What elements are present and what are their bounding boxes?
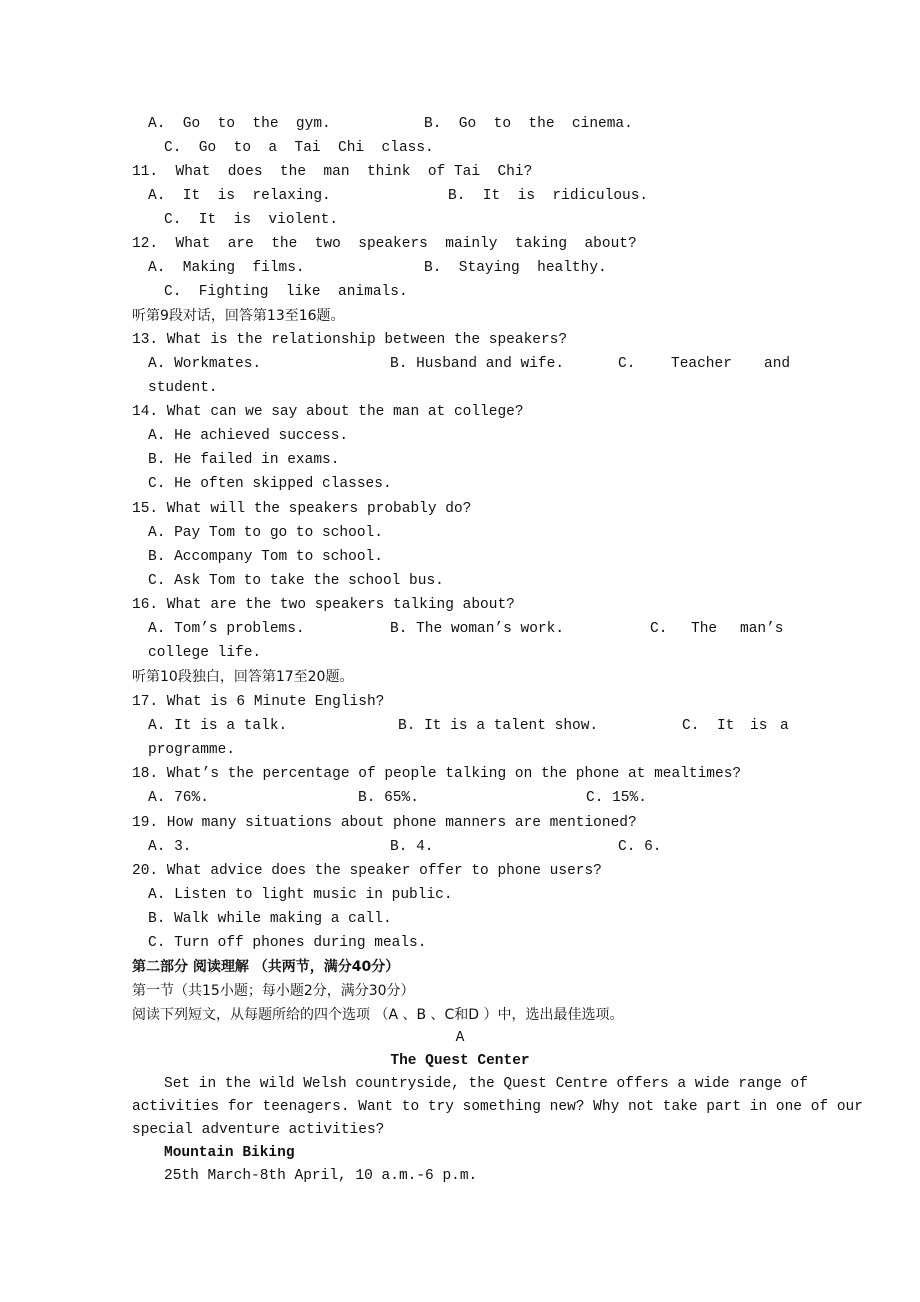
- q11-option-c: C. It is violent.: [164, 212, 339, 228]
- q11-option-b: B. It is ridiculous.: [448, 188, 649, 204]
- passage-para1-line1: Set in the wild Welsh countryside, the Quest Centre offers a wide range of: [164, 1076, 808, 1092]
- q12-option-a: A. Making films.: [148, 260, 305, 276]
- q10-option-c: C. Go to a Tai Chi class.: [164, 140, 434, 156]
- section-9-header: 听第9段对话，回答第13至16题。: [132, 308, 345, 324]
- q20-option-b: B. Walk while making a call.: [148, 911, 392, 927]
- q17-option-a: A. It is a talk.: [148, 718, 288, 734]
- q16-stem: 16. What are the two speakers talking about?: [132, 597, 515, 613]
- q14-option-b: B. He failed in exams.: [148, 452, 340, 468]
- q12-option-b: B. Staying healthy.: [424, 260, 607, 276]
- q15-stem: 15. What will the speakers probably do?: [132, 501, 472, 517]
- q20-option-c: C. Turn off phones during meals.: [148, 935, 427, 951]
- q16-option-b: B. The woman’s work.: [390, 621, 565, 637]
- q13-option-a: A. Workmates.: [148, 356, 262, 372]
- q10-option-a: A. Go to the gym.: [148, 116, 331, 132]
- q20-stem: 20. What advice does the speaker offer to phone users?: [132, 863, 602, 879]
- q13-stem: 13. What is the relationship between the speakers?: [132, 332, 568, 348]
- part-2-instruction: 阅读下列短文，从每题所给的四个选项 （A 、B 、C和D ）中，选出最佳选项。: [132, 1007, 624, 1023]
- q12-option-c: C. Fighting like animals.: [164, 284, 408, 300]
- q13-option-c-label: C.: [618, 356, 636, 372]
- q16-option-c-label: C.: [650, 621, 668, 637]
- q11-stem: 11. What does the man think of Tai Chi?: [132, 164, 533, 180]
- q16-option-c-word2: man’s: [740, 621, 784, 637]
- q16-option-c-word1: The: [691, 621, 718, 637]
- q19-option-a: A. 3.: [148, 839, 192, 855]
- q17-option-c-word3: a: [780, 718, 789, 734]
- q18-option-b: B. 65%.: [358, 790, 419, 806]
- passage-para1-line2: activities for teenagers. Want to try something new? Why not take part in one of our: [132, 1099, 863, 1115]
- q18-option-c: C. 15%.: [586, 790, 647, 806]
- activity-dates-mountain-biking: 25th March-8th April, 10 a.m.-6 p.m.: [164, 1168, 478, 1184]
- passage-letter: A: [455, 1030, 465, 1046]
- q19-option-c: C. 6.: [618, 839, 662, 855]
- q17-option-c-word2: is: [750, 718, 768, 734]
- q14-stem: 14. What can we say about the man at college?: [132, 404, 524, 420]
- section-10-header: 听第10段独白，回答第17至20题。: [132, 669, 354, 685]
- q18-stem: 18. What’s the percentage of people talking on the phone at mealtimes?: [132, 766, 742, 782]
- passage-para1-line3: special adventure activities?: [132, 1122, 385, 1138]
- q17-option-c-word1: It: [717, 718, 735, 734]
- passage-title: The Quest Center: [390, 1053, 530, 1069]
- q19-option-b: B. 4.: [390, 839, 434, 855]
- q13-option-c-word2: and: [764, 356, 791, 372]
- q11-option-a: A. It is relaxing.: [148, 188, 331, 204]
- q13-option-c-cont: student.: [148, 380, 218, 396]
- q18-option-a: A. 76%.: [148, 790, 209, 806]
- q14-option-a: A. He achieved success.: [148, 428, 349, 444]
- q15-option-b: B. Accompany Tom to school.: [148, 549, 383, 565]
- q15-option-a: A. Pay Tom to go to school.: [148, 525, 383, 541]
- q16-option-a: A. Tom’s problems.: [148, 621, 305, 637]
- q19-stem: 19. How many situations about phone manners are mentioned?: [132, 815, 637, 831]
- q20-option-a: A. Listen to light music in public.: [148, 887, 453, 903]
- q13-option-b: B. Husband and wife.: [390, 356, 565, 372]
- activity-title-mountain-biking: Mountain Biking: [164, 1145, 295, 1161]
- q17-stem: 17. What is 6 Minute English?: [132, 694, 385, 710]
- q12-stem: 12. What are the two speakers mainly taking about?: [132, 236, 637, 252]
- q17-option-c-label: C.: [682, 718, 700, 734]
- part-2-section-1: 第一节（共15小题；每小题2分，满分30分）: [132, 983, 415, 999]
- q10-option-b: B. Go to the cinema.: [424, 116, 633, 132]
- q17-option-c-cont: programme.: [148, 742, 236, 758]
- q16-option-c-cont: college life.: [148, 645, 262, 661]
- q14-option-c: C. He often skipped classes.: [148, 476, 392, 492]
- q13-option-c-word1: Teacher: [671, 356, 732, 372]
- q15-option-c: C. Ask Tom to take the school bus.: [148, 573, 444, 589]
- part-2-title: 第二部分 阅读理解 （共两节，满分40分）: [132, 959, 400, 975]
- q17-option-b: B. It is a talent show.: [398, 718, 599, 734]
